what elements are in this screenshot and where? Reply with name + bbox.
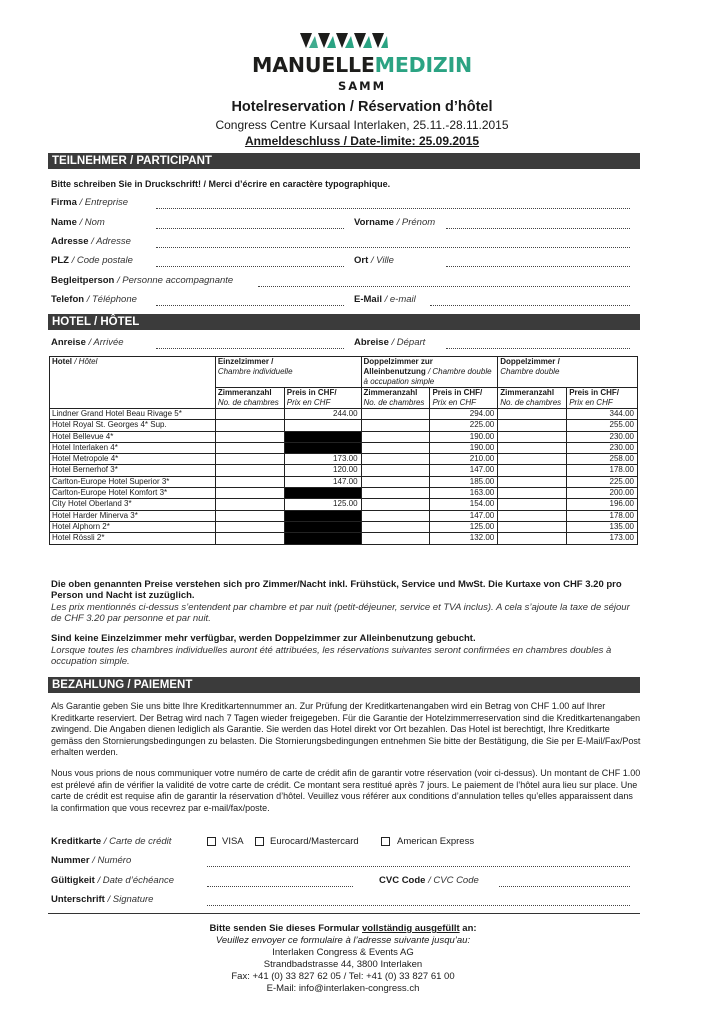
name-label: Name / Nom [51, 217, 105, 228]
unterschrift-label: Unterschrift / Signature [51, 894, 154, 905]
table-row [50, 499, 638, 510]
telefon-field[interactable] [156, 305, 344, 306]
double-count-cell[interactable] [498, 488, 567, 499]
hotel-name: Hotel Harder Minerva 3* [50, 510, 216, 521]
dsu-count-cell[interactable] [361, 454, 430, 465]
single-count-cell[interactable] [215, 465, 284, 476]
single-count-cell[interactable] [215, 521, 284, 532]
gueltig-field[interactable] [207, 886, 353, 887]
table-row [50, 442, 638, 453]
dsu-price-cell: 190.00 [430, 431, 498, 442]
deadline: Anmeldeschluss / Date-limite: 25.09.2015 [244, 134, 480, 148]
ort-label: Ort / Ville [354, 255, 394, 266]
single-count-cell[interactable] [215, 499, 284, 510]
dsu-count-cell[interactable] [361, 533, 430, 544]
single-count-cell[interactable] [215, 431, 284, 442]
dsu-price-cell: 163.00 [430, 488, 498, 499]
firma-field[interactable] [156, 208, 630, 209]
table-row [50, 488, 638, 499]
col-double-header: Doppelzimmer / Chambre double [498, 357, 638, 388]
dsu-count-cell[interactable] [361, 420, 430, 431]
nummer-field[interactable] [207, 866, 630, 867]
visa-checkbox[interactable] [207, 837, 216, 846]
gueltig-label: Gültigkeit / Date d’échéance [51, 875, 175, 886]
single-unavailable-cell [284, 488, 361, 499]
single-count-cell[interactable] [215, 420, 284, 431]
note1-de: Die oben genannten Preise verstehen sich pro Zimmer/Nacht inkl. Frühstück, Service und MwSt. Die Kurtaxe von CHF 3.20 pro Person und Nacht ist zuzüglich. [51, 579, 622, 602]
double-price-cell: 196.00 [567, 499, 638, 510]
kreditkarte-label: Kreditkarte / Carte de crédit [51, 836, 172, 847]
payment-text-fr: Nous vous prions de nous communiquer votre numéro de carte de crédit afin de garantir votre réservation (voir ci-dessus). Un montant de CHF 1.00 est prélevé afin de vérifier la validité de votre carte de crédit. Ce montant sera restitué après 7 jours. Le paiement de l’hôtel aura lieu sur place. Une carte de crédit est requise afin de garantir la réservation d’hôtel. Veuillez vous référer aux conditions d’annulation telles qu’elles apparaissent dans la confirmation que vous recevrez par e-mail/fax/poste. [51, 768, 641, 813]
double-price-cell: 230.00 [567, 431, 638, 442]
double-count-cell[interactable] [498, 533, 567, 544]
dsu-price-cell: 190.00 [430, 442, 498, 453]
double-price-cell: 230.00 [567, 442, 638, 453]
instruction: Bitte schreiben Sie in Druckschrift! / Merci d’écrire en caractère typographique. [51, 179, 391, 189]
hotel-name: Hotel Alphorn 2* [50, 521, 216, 532]
cvc-label: CVC Code / CVC Code [379, 875, 479, 886]
table-row [50, 510, 638, 521]
footer-fax: Fax: +41 (0) 33 827 62 05 / Tel: +41 (0) 33 827 61 00 [231, 971, 455, 982]
dsu-count-cell[interactable] [361, 521, 430, 532]
double-price-cell: 178.00 [567, 510, 638, 521]
dsu-count-cell[interactable] [361, 442, 430, 453]
dsu-count-cell[interactable] [361, 431, 430, 442]
table-row [50, 409, 638, 420]
double-price-cell: 258.00 [567, 454, 638, 465]
hotel-name: Hotel Bernerhof 3* [50, 465, 216, 476]
table-row [50, 420, 638, 431]
col-dsu-header: Doppelzimmer zur Alleinbenutzung / Chambre double à occupation simple [361, 357, 498, 388]
dsu-price-cell: 132.00 [430, 533, 498, 544]
footer-divider [48, 913, 640, 914]
double-price-cell: 225.00 [567, 476, 638, 487]
single-unavailable-cell [284, 442, 361, 453]
single-price-cell: 125.00 [284, 499, 361, 510]
dsu-price-cell: 125.00 [430, 521, 498, 532]
single-price-cell [284, 420, 361, 431]
begleit-label: Begleitperson / Personne accompagnante [51, 275, 234, 286]
table-row [50, 454, 638, 465]
dsu-count-cell[interactable] [361, 510, 430, 521]
double-count-cell[interactable] [498, 521, 567, 532]
double-count-cell[interactable] [498, 499, 567, 510]
hotel-name: City Hotel Oberland 3* [50, 499, 216, 510]
anreise-field[interactable] [156, 348, 344, 349]
note2-fr: Lorsque toutes les chambres individuelles auront été attribuées, les réservations suivantes seront confirmées en chambres doubles à occupation simple. [51, 645, 612, 668]
double-price-cell: 135.00 [567, 521, 638, 532]
dsu-price-cell: 225.00 [430, 420, 498, 431]
abreise-field[interactable] [446, 348, 630, 349]
ort-field[interactable] [446, 266, 630, 267]
amex-checkbox[interactable] [381, 837, 390, 846]
footer-email[interactable]: E-Mail: info@interlaken-congress.ch [266, 983, 420, 994]
col-price-header: Preis in CHF/ Prix en CHF [567, 388, 638, 409]
single-count-cell[interactable] [215, 533, 284, 544]
email-label: E-Mail / e-mail [354, 294, 416, 305]
dsu-price-cell: 210.00 [430, 454, 498, 465]
single-price-cell: 147.00 [284, 476, 361, 487]
table-row [50, 476, 638, 487]
table-row [50, 465, 638, 476]
hotel-name: Lindner Grand Hotel Beau Rivage 5* [50, 409, 216, 420]
table-row [50, 521, 638, 532]
col-price-header: Preis in CHF/ Prix en CHF [284, 388, 361, 409]
email-field[interactable] [430, 305, 630, 306]
logo-sub: SAMM [337, 79, 387, 93]
single-unavailable-cell [284, 521, 361, 532]
double-count-cell[interactable] [498, 420, 567, 431]
logo-name: MANUELLEMEDIZIN [252, 53, 472, 77]
col-single-header: Einzelzimmer / Chambre individuelle [215, 357, 361, 388]
double-price-cell: 178.00 [567, 465, 638, 476]
hotel-name: Hotel Rössli 2* [50, 533, 216, 544]
single-price-cell: 120.00 [284, 465, 361, 476]
hotel-name: Hotel Interlaken 4* [50, 442, 216, 453]
footer-company: Interlaken Congress & Events AG [272, 947, 414, 958]
double-price-cell: 200.00 [567, 488, 638, 499]
double-count-cell[interactable] [498, 476, 567, 487]
dsu-price-cell: 185.00 [430, 476, 498, 487]
dsu-price-cell: 147.00 [430, 465, 498, 476]
dsu-count-cell[interactable] [361, 465, 430, 476]
hotel-name: Hotel Bellevue 4* [50, 431, 216, 442]
col-count-header: Zimmeranzahl No. de chambres [498, 388, 567, 409]
single-count-cell[interactable] [215, 510, 284, 521]
section-payment: BEZAHLUNG / PAIEMENT [48, 677, 640, 693]
single-count-cell[interactable] [215, 409, 284, 420]
nummer-label: Nummer / Numéro [51, 855, 132, 866]
visa-label: VISA [222, 836, 244, 847]
page-title: Hotelreservation / Réservation d’hôtel [231, 99, 493, 115]
double-count-cell[interactable] [498, 465, 567, 476]
hotel-name: Carlton-Europe Hotel Komfort 3* [50, 488, 216, 499]
single-count-cell[interactable] [215, 454, 284, 465]
unterschrift-field[interactable] [207, 905, 630, 906]
abreise-label: Abreise / Départ [354, 337, 426, 348]
logo-marks-icon [300, 33, 388, 48]
mastercard-checkbox[interactable] [255, 837, 264, 846]
col-count-header: Zimmeranzahl No. de chambres [215, 388, 284, 409]
payment-text-de: Als Garantie geben Sie uns bitte Ihre Kreditkartennummer an. Zur Prüfung der Kreditkartenangaben wird ein Betrag von CHF 1.00 auf Ihrer Kreditkarte reserviert. Der Betrag wird nach 7 Tagen wieder freigegeben. Für die Garantie der Hotelzimmerreservation sind die Kreditkartenangaben zwingend. Die Angaben dienen lediglich als Garantie. Sie werden das Hotel direkt vor Ort bezahlen. Das Hotel ist berechtigt, Ihre Kreditkarte gemäss den Stornierungsbedingungen zu belasten. Die Stornierungsbedingungen entnehmen Sie bitte der Bestätigung, die Sie per E-Mail/Fax/Post erhalten werden. [51, 701, 641, 757]
plz-field[interactable] [156, 266, 344, 267]
footer-address: Strandbadstrasse 44, 3800 Interlaken [263, 959, 423, 970]
double-price-cell: 344.00 [567, 409, 638, 420]
double-price-cell: 173.00 [567, 533, 638, 544]
table-row [50, 533, 638, 544]
page-subtitle: Congress Centre Kursaal Interlaken, 25.11.-28.11.2015 [215, 118, 509, 132]
amex-label: American Express [397, 836, 475, 847]
adresse-label: Adresse / Adresse [51, 236, 131, 247]
single-unavailable-cell [284, 431, 361, 442]
col-price-header: Preis in CHF/ Prix en CHF [430, 388, 498, 409]
dsu-count-cell[interactable] [361, 499, 430, 510]
single-price-cell: 173.00 [284, 454, 361, 465]
section-hotel: HOTEL / HÔTEL [48, 314, 640, 330]
double-count-cell[interactable] [498, 442, 567, 453]
cvc-field[interactable] [499, 886, 630, 887]
section-participant: TEILNEHMER / PARTICIPANT [48, 153, 640, 169]
single-price-cell: 244.00 [284, 409, 361, 420]
double-count-cell[interactable] [498, 454, 567, 465]
telefon-label: Telefon / Téléphone [51, 294, 137, 305]
dsu-count-cell[interactable] [361, 488, 430, 499]
dsu-price-cell: 154.00 [430, 499, 498, 510]
table-row [50, 431, 638, 442]
mastercard-label: Eurocard/Mastercard [270, 836, 359, 847]
col-count-header: Zimmeranzahl No. de chambres [361, 388, 430, 409]
firma-label: Firma / Entreprise [51, 197, 129, 208]
vorname-label: Vorname / Prénom [354, 217, 436, 228]
double-count-cell[interactable] [498, 510, 567, 521]
plz-label: PLZ / Code postale [51, 255, 133, 266]
single-unavailable-cell [284, 510, 361, 521]
dsu-count-cell[interactable] [361, 476, 430, 487]
adresse-field[interactable] [156, 247, 630, 248]
dsu-price-cell: 294.00 [430, 409, 498, 420]
hotel-name: Hotel Metropole 4* [50, 454, 216, 465]
col-hotel-header: Hotel / Hôtel [50, 357, 216, 409]
double-count-cell[interactable] [498, 431, 567, 442]
anreise-label: Anreise / Arrivée [51, 337, 124, 348]
dsu-price-cell: 147.00 [430, 510, 498, 521]
double-price-cell: 255.00 [567, 420, 638, 431]
note2-de: Sind keine Einzelzimmer mehr verfügbar, werden Doppelzimmer zur Alleinbenutzung gebucht. [51, 633, 476, 644]
single-unavailable-cell [284, 533, 361, 544]
hotel-table [49, 356, 638, 545]
vorname-field[interactable] [446, 228, 630, 229]
hotel-name: Hotel Royal St. Georges 4* Sup. [50, 420, 216, 431]
dsu-count-cell[interactable] [361, 409, 430, 420]
note1-fr: Les prix mentionnés ci-dessus s’entendent par chambre et par nuit (petit-déjeuner, service et TVA inclus). A cela s’ajoute la taxe de séjour de CHF 3.20 par personne et par nuit. [51, 602, 630, 625]
name-field[interactable] [156, 228, 344, 229]
footer-send-fr: Veuillez envoyer ce formulaire à l’adresse suivante jusqu’au: [215, 935, 471, 946]
single-count-cell[interactable] [215, 488, 284, 499]
single-count-cell[interactable] [215, 476, 284, 487]
begleit-field[interactable] [258, 286, 630, 287]
double-count-cell[interactable] [498, 409, 567, 420]
hotel-name: Carlton-Europe Hotel Superior 3* [50, 476, 216, 487]
footer-send-de: Bitte senden Sie dieses Formular vollständig ausgefüllt an: [209, 923, 477, 934]
single-count-cell[interactable] [215, 442, 284, 453]
